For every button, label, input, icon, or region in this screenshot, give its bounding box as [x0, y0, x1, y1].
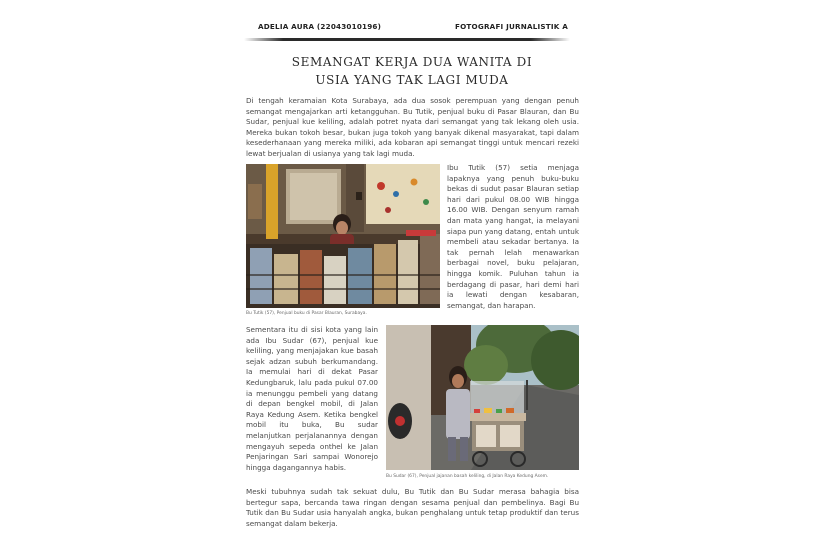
street-vendor-photo-image — [386, 325, 579, 470]
title-line-1: SEMANGAT KERJA DUA WANITA DI — [291, 55, 533, 69]
bookstall-photo-caption: Bu Tutik (57), Penjual buku di Pasar Blauran, Surabaya. — [246, 311, 367, 316]
bookstall-photo-image — [246, 164, 440, 308]
article-title — [244, 53, 580, 89]
street-vendor-photo — [386, 325, 579, 470]
intro-paragraph: Di tengah keramaian Kota Surabaya, ada dua sosok perempuan yang dengan penuh semangat mengajarkan arti ketangguhan. Bu Tutik, penjual buku di Pasar Blauran, dan Bu Sudar, penjual kue keliling, adalah potret nyata dari semangat yang tak lekang oleh usia. Mereka bukan tokoh besar, bukan juga tokoh yang banyak dikenal masyarakat, tapi dalam kesederhanaan yang mereka miliki, ada kobaran api semangat tinggi untuk mencari rezeki lewat berjualan di usianya yang tak lagi muda. — [246, 96, 579, 158]
bookstall-photo — [246, 164, 440, 308]
header-course: FOTOGRAFI JURNALISTIK A — [455, 22, 568, 31]
title-line-2: USIA YANG TAK LAGI MUDA — [315, 73, 509, 87]
closing-paragraph: Meski tubuhnya sudah tak sekuat dulu, Bu Tutik dan Bu Sudar merasa bahagia bisa bertegur sapa, bercanda tawa ringan dengan sesama penjual dan pembelinya. Bagi Bu Tutik dan Bu Sudar usia hanyalah angka, bukan penghalang untuk tetap produktif dan terus semangat dalam bekerja. — [246, 487, 579, 528]
street-vendor-photo-caption: Bu Sudar (67), Penjual jajanan basah keliling, di Jalan Raya Kedung Asem. — [386, 474, 549, 479]
tutik-paragraph: Ibu Tutik (57) setia menjaga lapaknya yang penuh buku-buku bekas di sudut pasar Blauran setiap hari dari pukul 08.00 WIB hingga 16.00 WIB. Dengan senyum ramah dan mata yang hangat, ia melayani siapa pun yang datang, entah untuk membeli atau sekadar bertanya. Ia tak pernah lelah menawarkan berbagai novel, buku pelajaran, hingga komik. Puluhan tahun ia berdagang di pasar, hari demi hari ia lewati dengan kesabaran, semangat, dan harapan. — [447, 163, 579, 310]
header-author: ADELIA AURA (22043010196) — [258, 22, 382, 31]
header-divider — [244, 38, 570, 41]
sudar-paragraph: Sementara itu di sisi kota yang lain ada Ibu Sudar (67), penjual kue keliling, yang menjajakan kue basah sejak adzan subuh berkumandang. Ia memulai hari di dekat Pasar Kedungbaruk, lalu pada pukul 07.00 ia menunggu pembeli yang datang di depan bengkel mobil, di Jalan Raya Kedung Asem. Ketika bengkel mobil itu buka, Bu sudar melanjutkan perjalanannya dengan mengayuh sepeda onthel ke Jalan Penjaringan Sari sampai Wonorejo hingga dagangannya habis. — [246, 325, 378, 472]
